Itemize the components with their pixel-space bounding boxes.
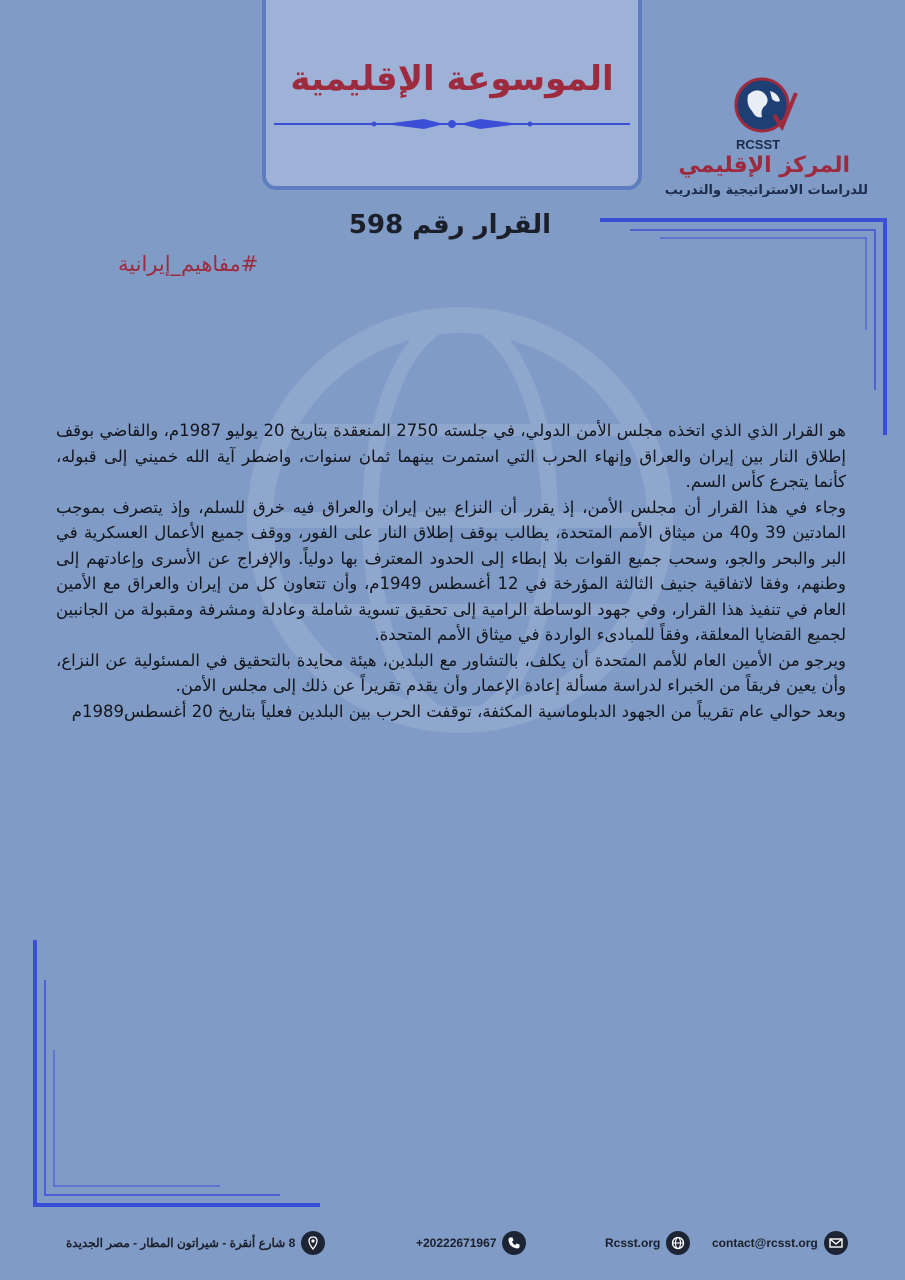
globe-icon xyxy=(666,1231,690,1255)
email-text[interactable]: contact@rcsst.org xyxy=(712,1236,818,1250)
footer-address xyxy=(66,1230,325,1256)
encyclopedia-header-box xyxy=(262,0,642,190)
paragraph: هو القرار الذي الذي اتخذه مجلس الأمن الدولي، في جلسته 2750 المنعقدة بتاريخ 20 يوليو 1987م، والقاضي بوقف إطلاق النار بين إيران والعراق وإنهاء الحرب التي استمرت بينهما ثمان سنوات، واضطر آية الله خميني إلى قبوله، كأنما يتجرع كأس السم. xyxy=(56,421,846,491)
paragraph: ويرجو من الأمين العام للأمم المتحدة أن يكلف، بالتشاور مع البلدين، هيئة محايدة بالتحقيق في المسئولية عن النزاع، وأن يعين فريقاً من الخبراء لدراسة مسألة إعادة الإعمار وأن يقدم تقريراً عن ذلك إلى مجلس الأمن. xyxy=(56,650,846,695)
phone-text[interactable]: +20222671967 xyxy=(416,1236,497,1250)
footer-contact-bar xyxy=(0,1226,905,1260)
globe-logo-icon xyxy=(730,75,800,137)
logo-name: المركز الإقليمي xyxy=(678,153,850,178)
footer-phone[interactable] xyxy=(416,1230,526,1256)
decision-title: القرار رقم 598 xyxy=(348,210,552,240)
website-text[interactable]: Rcsst.org xyxy=(605,1236,661,1250)
phone-icon xyxy=(502,1231,526,1255)
frame-corner-top-right xyxy=(600,210,900,440)
logo-subtitle: للدراسات الاستراتيجية والتدريب xyxy=(664,183,868,198)
article-body xyxy=(56,418,846,724)
rcsst-logo xyxy=(664,75,880,205)
frame-corner-bottom-left xyxy=(10,940,320,1220)
footer-website[interactable] xyxy=(605,1230,690,1256)
logo-code: RCSST xyxy=(736,137,781,152)
address-text: 8 شارع أنقرة - شيراتون المطار - مصر الجديدة xyxy=(66,1236,296,1250)
footer-email[interactable] xyxy=(712,1230,848,1256)
location-pin-icon xyxy=(301,1231,325,1255)
title-divider-ornament xyxy=(274,116,630,132)
paragraph: وجاء في هذا القرار أن مجلس الأمن، إذ يقرر أن النزاع بين إيران والعراق فيه خرق للسلم، وإذ يتصرف بموجب المادتين 39 و40 من ميثاق الأمم المتحدة، يطالب بوقف إطلاق النار على الفور، ووقف جميع الأعمال العسكرية في البر والبحر والجو، وسحب جميع القوات بلا إبطاء إلى الحدود المعترف بها دولياً. والإفراج عن الأسرى وإعادتهم إلى وطنهم، وفقا لاتفاقية جنيف الثالثة المؤرخة في 12 أغسطس 1949م، وأن تتعاون كل من إيران والعراق مع الأمين العام في تنفيذ هذا القرار، وفي جهود الوساطة الرامية إلى تحقيق تسوية شاملة وعادلة ومشرفة ومقبولة من الجانبين لجميع القضايا المعلقة، وفقاً للمبادىء الواردة في ميثاق الأمم المتحدة. xyxy=(56,497,847,644)
paragraph: وبعد حوالي عام تقريباً من الجهود الدبلوماسية المكثفة، توقفت الحرب بين البلدين فعلياً بتاريخ 20 أغسطس1989م xyxy=(71,701,846,721)
envelope-icon xyxy=(824,1231,848,1255)
encyclopedia-title: الموسوعة الإقليمية xyxy=(290,59,614,99)
category-hashtag[interactable]: #مفاهيم_إيرانية xyxy=(118,252,259,276)
